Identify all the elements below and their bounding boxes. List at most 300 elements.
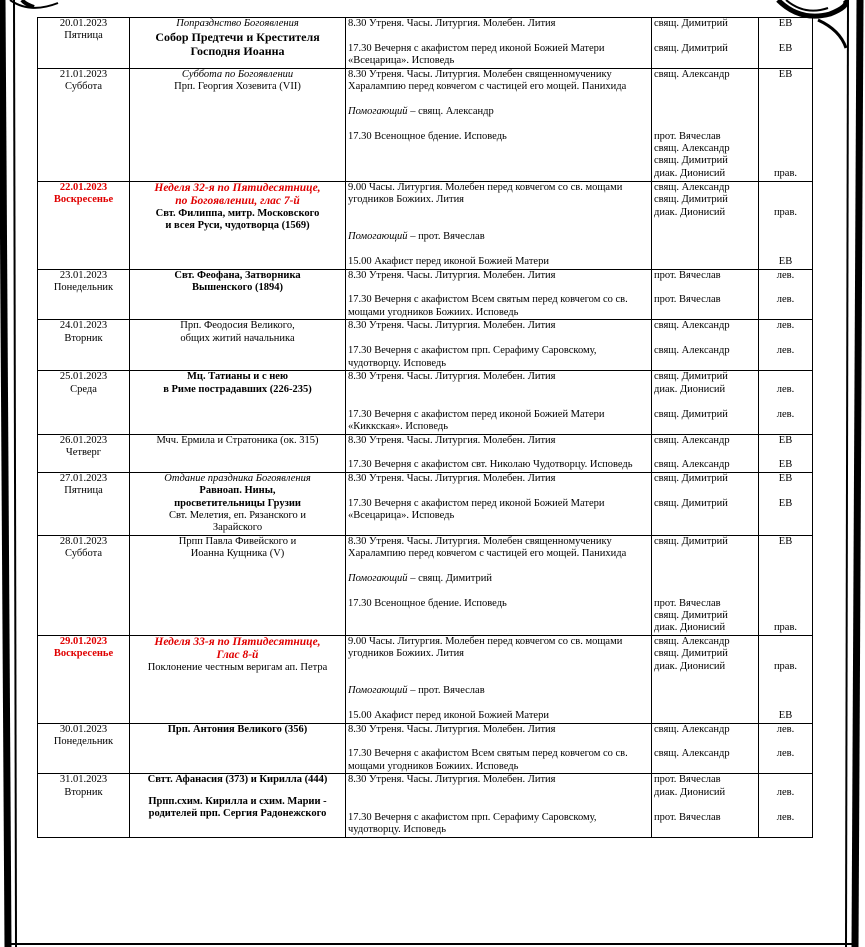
- clergy-block: [654, 106, 756, 118]
- clergy-name: свящ. Димитрий: [654, 408, 728, 420]
- clergy-block: [654, 724, 756, 736]
- feast-cell: [130, 635, 346, 723]
- clergy-cell: [652, 320, 759, 371]
- choir-block: [761, 409, 810, 434]
- service-block: [348, 131, 649, 181]
- spacer: [348, 447, 649, 459]
- service-block: [348, 536, 649, 561]
- choir-label: ЕВ: [778, 497, 793, 509]
- service-text: 17.30 Вечерня с акафистом свт. Николаю Чудотворцу. Исповедь: [348, 459, 633, 471]
- weekday-text: Воскресенье: [53, 648, 114, 660]
- choir-cell: [759, 723, 813, 774]
- clergy-block: [654, 435, 756, 447]
- date-cell: [38, 723, 130, 774]
- weekday-text: Четверг: [65, 446, 102, 458]
- feast-line: Равноап. Нины,: [199, 485, 276, 497]
- date-text: 29.01.2023: [59, 635, 108, 647]
- service-text: 17.30 Вечерня с акафистом перед иконой Божией Матери «Всецарица». Исповедь: [348, 42, 605, 67]
- date-text: 24.01.2023: [59, 320, 108, 332]
- clergy-cell: [652, 723, 759, 774]
- clergy-name: прот. Вячеслав: [654, 774, 721, 786]
- choir-block: [761, 710, 810, 722]
- feast-cell: [130, 18, 346, 69]
- day-row: [38, 723, 813, 774]
- feast-line: общих житий начальника: [180, 332, 295, 344]
- weekday-text: Суббота: [64, 548, 103, 560]
- service-block: [348, 18, 649, 30]
- choir-block: [761, 182, 810, 219]
- spacer: [761, 396, 810, 408]
- clergy-name: свящ. Александр: [654, 434, 730, 446]
- clergy-name: свящ. Александр: [654, 635, 730, 647]
- service-text: 8.30 Утреня. Часы. Литургия. Молебен священномученику Харалампию перед ковчегом с частицей его мощей. Панихида: [348, 68, 627, 93]
- services-cell: [346, 18, 652, 69]
- feast-line: Прп. Феодосия Великого,: [180, 320, 295, 332]
- date-cell: [38, 320, 130, 371]
- choir-block: [761, 536, 810, 561]
- service-block: [348, 636, 649, 673]
- date-cell: [38, 472, 130, 535]
- clergy-name: прот. Вячеслав: [654, 811, 721, 823]
- weekday-text: Воскресенье: [53, 194, 114, 206]
- service-block: [348, 69, 649, 94]
- feast-cell: [130, 181, 346, 269]
- date-cell: [38, 181, 130, 269]
- choir-block: [761, 774, 810, 799]
- service-text: 15.00 Акафист перед иконой Божией Матери: [348, 710, 549, 722]
- clergy-block: [654, 636, 756, 673]
- choir-cell: [759, 320, 813, 371]
- feast-cell: [130, 371, 346, 434]
- service-text: 8.30 Утреня. Часы. Литургия. Молебен священномученику Харалампию перед ковчегом с частицей его мощей. Панихида: [348, 535, 627, 560]
- choir-label: лев.: [776, 786, 795, 798]
- date-text: 25.01.2023: [59, 371, 108, 383]
- services-cell: [346, 320, 652, 371]
- choir-block: [761, 685, 810, 697]
- date-text: 21.01.2023: [59, 68, 108, 80]
- choir-block: [761, 18, 810, 30]
- clergy-name: свящ. Димитрий: [654, 155, 728, 167]
- service-block: [348, 435, 649, 447]
- clergy-name: прот. Вячеслав: [654, 269, 721, 281]
- choir-label: ЕВ: [778, 42, 793, 54]
- spacer: [654, 30, 756, 42]
- clergy-name: свящ. Александр: [654, 748, 730, 760]
- spacer: [654, 118, 756, 130]
- assistant-name: – прот. Вячеслав: [407, 685, 485, 697]
- clergy-name: свящ. Александр: [654, 68, 730, 80]
- spacer: [348, 586, 649, 598]
- feast-cell: [130, 535, 346, 635]
- date-cell: [38, 68, 130, 181]
- service-block: [348, 231, 649, 243]
- date-text: 20.01.2023: [59, 18, 108, 29]
- clergy-cell: [652, 535, 759, 635]
- clergy-name: диак. Дионисий: [654, 167, 726, 179]
- choir-label: ЕВ: [778, 472, 793, 484]
- service-block: [348, 345, 649, 370]
- choir-block: [761, 724, 810, 736]
- clergy-block: [654, 498, 756, 523]
- schedule-body: [38, 18, 813, 838]
- service-block: [348, 774, 649, 799]
- spacer: [761, 219, 810, 231]
- clergy-block: [654, 812, 756, 837]
- date-cell: [38, 774, 130, 837]
- choir-block: [761, 231, 810, 243]
- feast-line: Зарайского: [212, 522, 263, 534]
- service-block: [348, 685, 649, 697]
- feast-line: Мчч. Ермила и Стратоника (ок. 315): [156, 434, 319, 446]
- service-text: 17.30 Всенощное бдение. Исповедь: [348, 597, 507, 609]
- choir-block: [761, 371, 810, 396]
- spacer: [761, 94, 810, 106]
- choir-label: ЕВ: [778, 68, 793, 80]
- weekday-text: Суббота: [64, 81, 103, 93]
- choir-block: [761, 294, 810, 319]
- service-block: [348, 724, 649, 736]
- service-block: [348, 473, 649, 485]
- spacer: [761, 30, 810, 42]
- choir-block: [761, 573, 810, 585]
- spacer: [348, 244, 649, 256]
- choir-cell: [759, 18, 813, 69]
- services-cell: [346, 774, 652, 837]
- clergy-name: свящ. Димитрий: [654, 472, 728, 484]
- clergy-cell: [652, 68, 759, 181]
- spacer: [654, 585, 756, 597]
- date-text: 27.01.2023: [59, 472, 108, 484]
- feast-cell: [130, 434, 346, 472]
- feast-line: Свт. Мелетия, еп. Рязанского и: [168, 509, 307, 521]
- date-text: 23.01.2023: [59, 269, 108, 281]
- clergy-cell: [652, 434, 759, 472]
- service-block: [348, 573, 649, 585]
- service-block: [348, 294, 649, 319]
- feast-line: Прп. Антония Великого (356): [167, 723, 308, 735]
- services-cell: [346, 635, 652, 723]
- clergy-block: [654, 256, 756, 268]
- choir-block: [761, 748, 810, 773]
- clergy-cell: [652, 472, 759, 535]
- choir-label: прав.: [773, 660, 798, 672]
- spacer: [654, 673, 756, 685]
- service-text: 8.30 Утреня. Часы. Литургия. Молебен. Лития: [348, 18, 556, 29]
- clergy-block: [654, 232, 756, 244]
- service-text: 15.00 Акафист перед иконой Божией Матери: [348, 256, 549, 268]
- day-row: [38, 18, 813, 69]
- day-row: [38, 320, 813, 371]
- feast-line: Прпп.схим. Кирилла и схим. Марии -: [148, 795, 327, 807]
- clergy-block: [654, 459, 756, 471]
- choir-label: ЕВ: [778, 535, 793, 547]
- spacer: [654, 447, 756, 459]
- assistant-name: – прот. Вячеслав: [407, 231, 485, 243]
- spacer: [654, 561, 756, 573]
- spacer: [761, 447, 810, 459]
- feast-line: в Риме пострадавших (226-235): [163, 383, 312, 395]
- choir-cell: [759, 371, 813, 434]
- spacer: [761, 799, 810, 811]
- choir-label: ЕВ: [778, 434, 793, 446]
- assistant-label: Помогающий: [348, 685, 408, 697]
- services-cell: [346, 181, 652, 269]
- clergy-name: свящ. Димитрий: [654, 371, 728, 383]
- feast-line: Суббота по Богоявлении: [181, 68, 294, 80]
- services-cell: [346, 269, 652, 320]
- service-text: 9.00 Часы. Литургия. Молебен перед ковчегом со св. мощами угодников Божиих. Лития: [348, 635, 623, 660]
- date-cell: [38, 269, 130, 320]
- date-text: 31.01.2023: [59, 774, 108, 786]
- spacer: [654, 219, 756, 231]
- spacer: [654, 244, 756, 256]
- service-text: 8.30 Утреня. Часы. Литургия. Молебен. Лития: [348, 269, 556, 281]
- assistant-name: – свящ. Димитрий: [407, 573, 492, 585]
- choir-block: [761, 320, 810, 332]
- clergy-block: [654, 131, 756, 181]
- services-cell: [346, 723, 652, 774]
- date-text: 28.01.2023: [59, 535, 108, 547]
- choir-label: лев.: [776, 408, 795, 420]
- feast-cell: [130, 68, 346, 181]
- feast-line: Поклонение честным веригам ап. Петра: [147, 661, 328, 673]
- choir-cell: [759, 68, 813, 181]
- feast-line: и всея Руси, чудотворца (1569): [165, 220, 310, 232]
- service-text: 17.30 Вечерня с акафистом перед иконой Божией Матери «Киккская». Исповедь: [348, 408, 605, 432]
- feast-line: Собор Предтечи и Крестителя: [155, 30, 320, 45]
- choir-cell: [759, 635, 813, 723]
- service-block: [348, 371, 649, 396]
- clergy-block: [654, 573, 756, 585]
- spacer: [761, 333, 810, 345]
- spacer: [348, 396, 649, 408]
- feast-cell: [130, 774, 346, 837]
- clergy-name: свящ. Димитрий: [654, 497, 728, 509]
- weekday-text: Понедельник: [53, 735, 114, 747]
- date-cell: [38, 635, 130, 723]
- spacer: [348, 119, 649, 131]
- feast-line: Свтт. Афанасия (373) и Кирилла (444): [147, 774, 328, 786]
- feast-line: Глас 8-й: [216, 648, 259, 661]
- clergy-block: [654, 294, 756, 319]
- service-block: [348, 320, 649, 332]
- spacer: [761, 243, 810, 255]
- service-block: [348, 710, 649, 722]
- clergy-name: диак. Дионисий: [654, 622, 726, 634]
- services-cell: [346, 68, 652, 181]
- choir-block: [761, 256, 810, 268]
- day-row: [38, 181, 813, 269]
- feast-line: Прп. Георгия Хозевита (VII): [174, 81, 301, 93]
- date-text: 26.01.2023: [59, 434, 108, 446]
- clergy-name: свящ. Александр: [654, 459, 730, 471]
- clergy-block: [654, 774, 756, 799]
- spacer: [761, 561, 810, 573]
- weekday-text: Вторник: [64, 786, 103, 798]
- choir-label: лев.: [776, 383, 795, 395]
- feast-line: Неделя 32-я по Пятидесятнице,: [154, 181, 321, 194]
- weekday-text: Пятница: [64, 485, 103, 497]
- weekday-text: Понедельник: [53, 281, 114, 293]
- choir-block: [761, 473, 810, 485]
- clergy-name: свящ. Александр: [654, 320, 730, 332]
- service-block: [348, 106, 649, 118]
- service-text: 8.30 Утреня. Часы. Литургия. Молебен. Лития: [348, 320, 556, 332]
- service-block: [348, 182, 649, 219]
- choir-block: [761, 131, 810, 181]
- choir-label: ЕВ: [778, 18, 793, 29]
- feast-line: Отдание праздника Богоявления: [164, 472, 311, 484]
- services-cell: [346, 434, 652, 472]
- service-text: 9.00 Часы. Литургия. Молебен перед ковчегом со св. мощами угодников Божиих. Лития: [348, 181, 623, 206]
- clergy-block: [654, 598, 756, 635]
- choir-cell: [759, 535, 813, 635]
- clergy-name: диак. Дионисий: [654, 660, 726, 672]
- day-row: [38, 774, 813, 837]
- service-block: [348, 256, 649, 268]
- service-text: 17.30 Вечерня с акафистом Всем святым перед ковчегом со св. мощами угодников Божиих. Исповедь: [348, 294, 628, 318]
- spacer: [761, 118, 810, 130]
- clergy-name: прот. Вячеслав: [654, 597, 721, 609]
- day-row: [38, 371, 813, 434]
- choir-block: [761, 812, 810, 837]
- choir-cell: [759, 181, 813, 269]
- clergy-cell: [652, 635, 759, 723]
- service-text: 8.30 Утреня. Часы. Литургия. Молебен. Лития: [348, 723, 556, 735]
- clergy-name: свящ. Димитрий: [654, 609, 728, 621]
- feast-spacer: [132, 787, 343, 796]
- assistant-label: Помогающий: [348, 573, 408, 585]
- clergy-name: свящ. Димитрий: [654, 18, 728, 29]
- choir-label: лев.: [776, 811, 795, 823]
- feast-line: Господня Иоанна: [190, 44, 285, 59]
- choir-label: прав.: [773, 168, 798, 180]
- choir-block: [761, 69, 810, 94]
- weekday-text: Пятница: [64, 30, 103, 42]
- services-cell: [346, 371, 652, 434]
- spacer: [761, 485, 810, 497]
- day-row: [38, 535, 813, 635]
- clergy-name: прот. Вячеслав: [654, 130, 721, 142]
- clergy-name: свящ. Александр: [654, 181, 730, 193]
- weekday-text: Вторник: [64, 332, 103, 344]
- clergy-name: диак. Дионисий: [654, 206, 726, 218]
- clergy-cell: [652, 371, 759, 434]
- choir-label: лев.: [776, 748, 795, 760]
- day-row: [38, 472, 813, 535]
- feast-line: Неделя 33-я по Пятидесятнице,: [154, 635, 321, 648]
- choir-label: лев.: [776, 294, 795, 306]
- choir-block: [761, 106, 810, 118]
- date-text: 22.01.2023: [59, 181, 108, 193]
- choir-label: лев.: [776, 723, 795, 735]
- service-text: 8.30 Утреня. Часы. Литургия. Молебен. Лития: [348, 371, 556, 383]
- spacer: [348, 333, 649, 345]
- date-cell: [38, 371, 130, 434]
- assistant-label: Помогающий: [348, 106, 408, 118]
- service-text: 17.30 Вечерня с акафистом прп. Серафиму Саровскому, чудотворцу. Исповедь: [348, 811, 597, 836]
- spacer: [348, 219, 649, 231]
- clergy-block: [654, 710, 756, 722]
- spacer: [348, 736, 649, 748]
- service-block: [348, 748, 649, 773]
- feast-line: Прпп Павла Фивейского и: [178, 535, 297, 547]
- feast-line: родителей прп. Сергия Радонежского: [148, 808, 327, 820]
- feast-line: по Богоявлении, глас 7-й: [175, 194, 300, 207]
- choir-cell: [759, 269, 813, 320]
- spacer: [348, 799, 649, 811]
- choir-label: ЕВ: [778, 459, 793, 471]
- choir-label: ЕВ: [778, 709, 793, 721]
- feast-cell: [130, 320, 346, 371]
- clergy-block: [654, 409, 756, 434]
- clergy-block: [654, 748, 756, 773]
- spacer: [761, 673, 810, 685]
- spacer: [654, 485, 756, 497]
- schedule-table: [37, 17, 813, 838]
- spacer: [348, 698, 649, 710]
- clergy-name: диак. Дионисий: [654, 786, 726, 798]
- feast-line: Мц. Татианы и с нею: [187, 371, 288, 383]
- choir-label: прав.: [773, 206, 798, 218]
- choir-label: прав.: [773, 622, 798, 634]
- service-block: [348, 459, 649, 471]
- service-text: 17.30 Вечерня с акафистом Всем святым перед ковчегом со св. мощами угодников Божиих. Исповедь: [348, 748, 628, 772]
- service-block: [348, 409, 649, 434]
- clergy-cell: [652, 774, 759, 837]
- choir-label: лев.: [776, 320, 795, 332]
- choir-block: [761, 498, 810, 523]
- service-text: 17.30 Всенощное бдение. Исповедь: [348, 130, 507, 142]
- clergy-block: [654, 536, 756, 561]
- spacer: [654, 799, 756, 811]
- services-cell: [346, 472, 652, 535]
- choir-block: [761, 459, 810, 471]
- service-text: 8.30 Утреня. Часы. Литургия. Молебен. Лития: [348, 472, 556, 484]
- clergy-block: [654, 686, 756, 698]
- service-block: [348, 43, 649, 68]
- assistant-label: Помогающий: [348, 231, 408, 243]
- service-text: 17.30 Вечерня с акафистом прп. Серафиму Саровскому, чудотворцу. Исповедь: [348, 345, 597, 369]
- feast-line: просветительницы Грузии: [174, 497, 301, 509]
- clergy-block: [654, 270, 756, 282]
- date-text: 30.01.2023: [59, 723, 108, 735]
- choir-block: [761, 270, 810, 282]
- clergy-block: [654, 69, 756, 94]
- clergy-name: свящ. Димитрий: [654, 648, 728, 660]
- spacer: [654, 698, 756, 710]
- choir-block: [761, 598, 810, 635]
- clergy-cell: [652, 181, 759, 269]
- spacer: [348, 673, 649, 685]
- service-block: [348, 812, 649, 837]
- clergy-name: свящ. Александр: [654, 142, 730, 154]
- service-text: 8.30 Утреня. Часы. Литургия. Молебен. Лития: [348, 774, 556, 786]
- clergy-name: прот. Вячеслав: [654, 294, 721, 306]
- choir-cell: [759, 774, 813, 837]
- clergy-name: свящ. Димитрий: [654, 42, 728, 54]
- services-cell: [346, 535, 652, 635]
- choir-label: ЕВ: [778, 255, 793, 267]
- date-cell: [38, 535, 130, 635]
- service-text: 17.30 Вечерня с акафистом перед иконой Божией Матери «Всецарица». Исповедь: [348, 497, 605, 521]
- clergy-block: [654, 371, 756, 396]
- feast-line: Иоанна Кущника (V): [190, 548, 285, 560]
- weekday-text: Среда: [70, 383, 97, 395]
- clergy-block: [654, 43, 756, 68]
- spacer: [654, 396, 756, 408]
- choir-block: [761, 345, 810, 370]
